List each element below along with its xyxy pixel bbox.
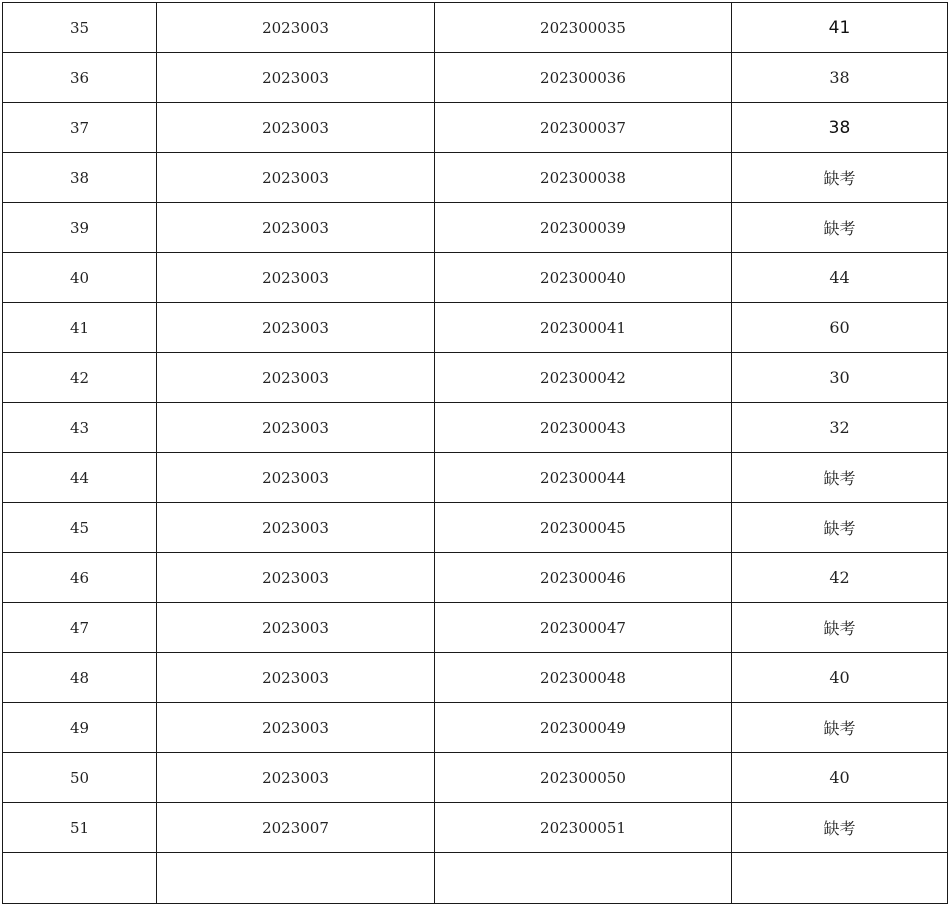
table-row <box>3 3 948 53</box>
cell-score: 缺考 <box>732 153 948 203</box>
table-row <box>3 53 948 103</box>
cell-empty <box>435 853 732 904</box>
cell-seq: 39 <box>3 203 157 253</box>
cell-score: 44 <box>732 253 948 303</box>
cell-seq: 51 <box>3 803 157 853</box>
table-row <box>3 603 948 653</box>
cell-position-code: 2023003 <box>157 153 435 203</box>
cell-ticket-number: 202300039 <box>435 203 732 253</box>
cell-position-code: 2023003 <box>157 3 435 53</box>
cell-ticket-number: 202300045 <box>435 503 732 553</box>
cell-score: 缺考 <box>732 503 948 553</box>
table-row <box>3 403 948 453</box>
cell-score: 30 <box>732 353 948 403</box>
cell-position-code: 2023007 <box>157 803 435 853</box>
table-row <box>3 453 948 503</box>
cell-empty <box>732 853 948 904</box>
cell-score: 42 <box>732 553 948 603</box>
cell-score: 缺考 <box>732 803 948 853</box>
cell-position-code: 2023003 <box>157 253 435 303</box>
table-body <box>3 3 948 904</box>
score-table <box>2 2 948 904</box>
cell-seq: 37 <box>3 103 157 153</box>
cell-position-code: 2023003 <box>157 453 435 503</box>
cell-seq: 36 <box>3 53 157 103</box>
cell-ticket-number: 202300038 <box>435 153 732 203</box>
cell-ticket-number: 202300050 <box>435 753 732 803</box>
table-row <box>3 153 948 203</box>
cell-ticket-number: 202300041 <box>435 303 732 353</box>
table-row <box>3 753 948 803</box>
cell-seq: 44 <box>3 453 157 503</box>
cell-ticket-number: 202300042 <box>435 353 732 403</box>
cell-seq: 42 <box>3 353 157 403</box>
cell-position-code: 2023003 <box>157 703 435 753</box>
table-row <box>3 653 948 703</box>
cell-seq: 48 <box>3 653 157 703</box>
cell-score: 缺考 <box>732 203 948 253</box>
table-row <box>3 253 948 303</box>
cell-position-code: 2023003 <box>157 603 435 653</box>
cell-seq: 46 <box>3 553 157 603</box>
cell-ticket-number: 202300044 <box>435 453 732 503</box>
table-row <box>3 703 948 753</box>
cell-score: 32 <box>732 403 948 453</box>
cell-score: 40 <box>732 753 948 803</box>
table-row <box>3 553 948 603</box>
cell-seq: 40 <box>3 253 157 303</box>
cell-ticket-number: 202300036 <box>435 53 732 103</box>
table-row-partial <box>3 853 948 904</box>
cell-position-code: 2023003 <box>157 53 435 103</box>
table-row <box>3 303 948 353</box>
cell-position-code: 2023003 <box>157 653 435 703</box>
cell-ticket-number: 202300051 <box>435 803 732 853</box>
cell-ticket-number: 202300047 <box>435 603 732 653</box>
cell-seq: 45 <box>3 503 157 553</box>
cell-ticket-number: 202300048 <box>435 653 732 703</box>
cell-position-code: 2023003 <box>157 103 435 153</box>
cell-seq: 50 <box>3 753 157 803</box>
cell-empty <box>157 853 435 904</box>
cell-ticket-number: 202300046 <box>435 553 732 603</box>
table-row <box>3 203 948 253</box>
cell-position-code: 2023003 <box>157 553 435 603</box>
cell-position-code: 2023003 <box>157 303 435 353</box>
cell-seq: 38 <box>3 153 157 203</box>
cell-score: 缺考 <box>732 703 948 753</box>
cell-ticket-number: 202300049 <box>435 703 732 753</box>
cell-score: 40 <box>732 653 948 703</box>
cell-score: 38 <box>732 103 948 153</box>
cell-ticket-number: 202300040 <box>435 253 732 303</box>
cell-ticket-number: 202300037 <box>435 103 732 153</box>
cell-position-code: 2023003 <box>157 203 435 253</box>
cell-position-code: 2023003 <box>157 353 435 403</box>
cell-score: 41 <box>732 3 948 53</box>
table-row <box>3 503 948 553</box>
cell-score: 60 <box>732 303 948 353</box>
table-row <box>3 353 948 403</box>
cell-seq: 43 <box>3 403 157 453</box>
cell-empty <box>3 853 157 904</box>
cell-score: 缺考 <box>732 453 948 503</box>
cell-seq: 47 <box>3 603 157 653</box>
cell-ticket-number: 202300035 <box>435 3 732 53</box>
table-row <box>3 103 948 153</box>
cell-seq: 41 <box>3 303 157 353</box>
cell-position-code: 2023003 <box>157 503 435 553</box>
cell-ticket-number: 202300043 <box>435 403 732 453</box>
cell-position-code: 2023003 <box>157 753 435 803</box>
cell-position-code: 2023003 <box>157 403 435 453</box>
cell-seq: 35 <box>3 3 157 53</box>
cell-score: 缺考 <box>732 603 948 653</box>
cell-seq: 49 <box>3 703 157 753</box>
table-row <box>3 803 948 853</box>
cell-score: 38 <box>732 53 948 103</box>
